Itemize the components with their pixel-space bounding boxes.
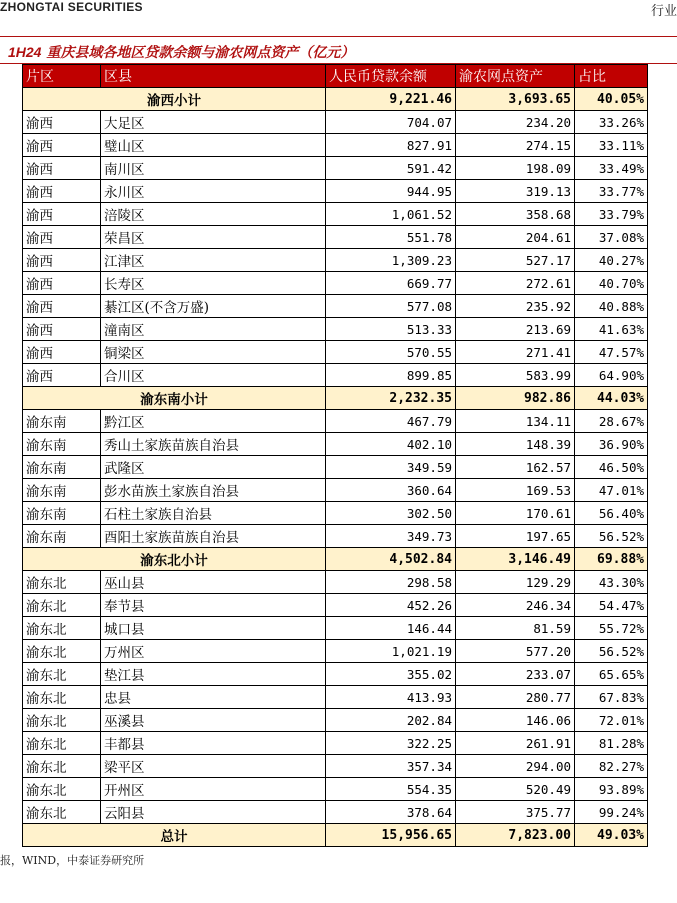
county-cell: 江津区: [101, 249, 326, 272]
county-cell: 永川区: [101, 180, 326, 203]
asset-cell: 213.69: [456, 318, 575, 341]
loan-cell: 467.79: [326, 410, 456, 433]
loan-cell: 349.59: [326, 456, 456, 479]
region-cell: 渝西: [23, 341, 101, 364]
asset-cell: 272.61: [456, 272, 575, 295]
loan-cell: 513.33: [326, 318, 456, 341]
county-cell: 合川区: [101, 364, 326, 387]
region-cell: 渝东北: [23, 686, 101, 709]
report-category-label: 行业: [650, 4, 677, 19]
loan-cell: 355.02: [326, 663, 456, 686]
table-row: [23, 640, 648, 663]
ratio-cell: 33.11%: [575, 134, 648, 157]
column-header-region: 片区: [23, 65, 101, 88]
ratio-cell: 93.89%: [575, 778, 648, 801]
loan-cell: 899.85: [326, 364, 456, 387]
loan-cell: 1,061.52: [326, 203, 456, 226]
loan-cell: 202.84: [326, 709, 456, 732]
table-row: [23, 249, 648, 272]
table-row: [23, 364, 648, 387]
ratio-cell: 56.52%: [575, 640, 648, 663]
county-cell: 梁平区: [101, 755, 326, 778]
county-cell: 涪陵区: [101, 203, 326, 226]
ratio-cell: 36.90%: [575, 433, 648, 456]
subtotal-row: [23, 548, 648, 571]
region-cell: 渝西: [23, 226, 101, 249]
asset-cell: 375.77: [456, 801, 575, 824]
ratio-cell: 82.27%: [575, 755, 648, 778]
source-footnote: 报，WIND，中泰证券研究所: [0, 854, 145, 867]
county-cell: 璧山区: [101, 134, 326, 157]
loan-cell: 2,232.35: [326, 387, 456, 410]
table-row: [23, 456, 648, 479]
asset-cell: 81.59: [456, 617, 575, 640]
ratio-cell: 46.50%: [575, 456, 648, 479]
table-row: [23, 157, 648, 180]
table-title-id: 1H24: [8, 44, 42, 60]
loan-cell: 577.08: [326, 295, 456, 318]
loan-cell: 413.93: [326, 686, 456, 709]
county-cell: 奉节县: [101, 594, 326, 617]
ratio-cell: 47.01%: [575, 479, 648, 502]
region-cell: 渝东北: [23, 709, 101, 732]
ratio-cell: 33.79%: [575, 203, 648, 226]
ratio-cell: 72.01%: [575, 709, 648, 732]
table-row: [23, 226, 648, 249]
header-divider: [0, 36, 677, 37]
ratio-cell: 67.83%: [575, 686, 648, 709]
county-cell: 巫溪县: [101, 709, 326, 732]
region-cell: 渝东北: [23, 617, 101, 640]
asset-cell: 271.41: [456, 341, 575, 364]
region-cell: 渝西: [23, 134, 101, 157]
region-cell: 渝东南: [23, 479, 101, 502]
asset-cell: 583.99: [456, 364, 575, 387]
asset-cell: 319.13: [456, 180, 575, 203]
table-row: [23, 295, 648, 318]
region-cell: 渝西: [23, 180, 101, 203]
loan-cell: 9,221.46: [326, 88, 456, 111]
county-cell: 潼南区: [101, 318, 326, 341]
ratio-cell: 99.24%: [575, 801, 648, 824]
table-row: [23, 502, 648, 525]
table-row: [23, 180, 648, 203]
asset-cell: 280.77: [456, 686, 575, 709]
region-cell: 渝西: [23, 203, 101, 226]
ratio-cell: 40.05%: [575, 88, 648, 111]
county-cell: 酉阳土家族苗族自治县: [101, 525, 326, 548]
asset-cell: 358.68: [456, 203, 575, 226]
county-cell: 荣昌区: [101, 226, 326, 249]
loan-cell: 298.58: [326, 571, 456, 594]
ratio-cell: 69.88%: [575, 548, 648, 571]
table-title: [8, 42, 354, 62]
table-row: [23, 663, 648, 686]
county-cell: 长寿区: [101, 272, 326, 295]
table-title-text: 重庆县域各地区贷款余额与渝农网点资产（亿元）: [46, 45, 355, 61]
table-row: [23, 709, 648, 732]
table-row: [23, 732, 648, 755]
table-row: [23, 111, 648, 134]
table-row: [23, 755, 648, 778]
ratio-cell: 64.90%: [575, 364, 648, 387]
table-row: [23, 272, 648, 295]
loan-cell: 1,309.23: [326, 249, 456, 272]
loan-cell: 591.42: [326, 157, 456, 180]
region-cell: 渝东北: [23, 801, 101, 824]
column-header-county: 区县: [101, 65, 326, 88]
region-cell: 渝西: [23, 272, 101, 295]
county-cell: 忠县: [101, 686, 326, 709]
region-cell: 渝东南: [23, 456, 101, 479]
loan-cell: 551.78: [326, 226, 456, 249]
subtotal-label: 渝东北小计: [23, 548, 326, 571]
column-header-loan: 人民币贷款余额: [326, 65, 456, 88]
loan-cell: 146.44: [326, 617, 456, 640]
county-cell: 彭水苗族土家族自治县: [101, 479, 326, 502]
table-row: [23, 341, 648, 364]
table-body: [23, 88, 648, 847]
subtotal-label: 渝西小计: [23, 88, 326, 111]
ratio-cell: 47.57%: [575, 341, 648, 364]
region-cell: 渝西: [23, 295, 101, 318]
ratio-cell: 54.47%: [575, 594, 648, 617]
region-cell: 渝东北: [23, 755, 101, 778]
asset-cell: 246.34: [456, 594, 575, 617]
loan-cell: 554.35: [326, 778, 456, 801]
ratio-cell: 37.08%: [575, 226, 648, 249]
ratio-cell: 56.52%: [575, 525, 648, 548]
asset-cell: 148.39: [456, 433, 575, 456]
county-cell: 丰都县: [101, 732, 326, 755]
asset-cell: 274.15: [456, 134, 575, 157]
asset-cell: 982.86: [456, 387, 575, 410]
loan-cell: 360.64: [326, 479, 456, 502]
loan-cell: 322.25: [326, 732, 456, 755]
asset-cell: 520.49: [456, 778, 575, 801]
asset-cell: 3,146.49: [456, 548, 575, 571]
county-cell: 铜梁区: [101, 341, 326, 364]
asset-cell: 197.65: [456, 525, 575, 548]
asset-cell: 170.61: [456, 502, 575, 525]
table-row: [23, 617, 648, 640]
county-cell: 黔江区: [101, 410, 326, 433]
county-cell: 秀山土家族苗族自治县: [101, 433, 326, 456]
table-row: [23, 525, 648, 548]
asset-cell: 162.57: [456, 456, 575, 479]
table-row: [23, 686, 648, 709]
table-row: [23, 571, 648, 594]
region-cell: 渝东南: [23, 410, 101, 433]
subtotal-label: 总计: [23, 824, 326, 847]
region-cell: 渝西: [23, 111, 101, 134]
subtotal-row: [23, 88, 648, 111]
table-row: [23, 801, 648, 824]
region-cell: 渝东北: [23, 594, 101, 617]
loan-cell: 302.50: [326, 502, 456, 525]
table-row: [23, 479, 648, 502]
county-cell: 武隆区: [101, 456, 326, 479]
loan-cell: 357.34: [326, 755, 456, 778]
asset-cell: 198.09: [456, 157, 575, 180]
asset-cell: 129.29: [456, 571, 575, 594]
county-cell: 巫山县: [101, 571, 326, 594]
region-cell: 渝东南: [23, 502, 101, 525]
county-cell: 石柱土家族自治县: [101, 502, 326, 525]
ratio-cell: 44.03%: [575, 387, 648, 410]
region-cell: 渝东南: [23, 525, 101, 548]
table-row: [23, 134, 648, 157]
region-cell: 渝东北: [23, 778, 101, 801]
asset-cell: 146.06: [456, 709, 575, 732]
asset-cell: 294.00: [456, 755, 575, 778]
table-header-row: [23, 65, 648, 88]
county-cell: 城口县: [101, 617, 326, 640]
region-cell: 渝西: [23, 249, 101, 272]
region-cell: 渝西: [23, 157, 101, 180]
ratio-cell: 40.88%: [575, 295, 648, 318]
county-cell: 开州区: [101, 778, 326, 801]
loan-cell: 704.07: [326, 111, 456, 134]
ratio-cell: 33.77%: [575, 180, 648, 203]
ratio-cell: 40.70%: [575, 272, 648, 295]
region-cell: 渝东南: [23, 433, 101, 456]
loan-cell: 827.91: [326, 134, 456, 157]
asset-cell: 234.20: [456, 111, 575, 134]
asset-cell: 7,823.00: [456, 824, 575, 847]
region-cell: 渝东北: [23, 663, 101, 686]
loan-cell: 402.10: [326, 433, 456, 456]
loan-cell: 944.95: [326, 180, 456, 203]
loan-asset-table: [22, 64, 648, 847]
asset-cell: 169.53: [456, 479, 575, 502]
subtotal-row: [23, 387, 648, 410]
region-cell: 渝西: [23, 364, 101, 387]
county-cell: 万州区: [101, 640, 326, 663]
table-row: [23, 778, 648, 801]
loan-cell: 15,956.65: [326, 824, 456, 847]
ratio-cell: 33.26%: [575, 111, 648, 134]
asset-cell: 261.91: [456, 732, 575, 755]
county-cell: 南川区: [101, 157, 326, 180]
asset-cell: 527.17: [456, 249, 575, 272]
region-cell: 渝东北: [23, 571, 101, 594]
region-cell: 渝西: [23, 318, 101, 341]
ratio-cell: 55.72%: [575, 617, 648, 640]
ratio-cell: 65.65%: [575, 663, 648, 686]
ratio-cell: 56.40%: [575, 502, 648, 525]
table-row: [23, 433, 648, 456]
asset-cell: 235.92: [456, 295, 575, 318]
asset-cell: 134.11: [456, 410, 575, 433]
loan-cell: 378.64: [326, 801, 456, 824]
column-header-ratio: 占比: [575, 65, 648, 88]
subtotal-label: 渝东南小计: [23, 387, 326, 410]
brand-logo-text: ZHONGTAI SECURITIES: [0, 0, 143, 14]
table-row: [23, 318, 648, 341]
loan-cell: 669.77: [326, 272, 456, 295]
ratio-cell: 81.28%: [575, 732, 648, 755]
ratio-cell: 40.27%: [575, 249, 648, 272]
asset-cell: 3,693.65: [456, 88, 575, 111]
ratio-cell: 33.49%: [575, 157, 648, 180]
ratio-cell: 41.63%: [575, 318, 648, 341]
asset-cell: 204.61: [456, 226, 575, 249]
county-cell: 綦江区(不含万盛): [101, 295, 326, 318]
region-cell: 渝东北: [23, 640, 101, 663]
loan-cell: 570.55: [326, 341, 456, 364]
table-row: [23, 203, 648, 226]
asset-cell: 577.20: [456, 640, 575, 663]
subtotal-row: [23, 824, 648, 847]
ratio-cell: 43.30%: [575, 571, 648, 594]
loan-cell: 452.26: [326, 594, 456, 617]
table-row: [23, 410, 648, 433]
column-header-asset: 渝农网点资产: [456, 65, 575, 88]
asset-cell: 233.07: [456, 663, 575, 686]
county-cell: 云阳县: [101, 801, 326, 824]
county-cell: 垫江县: [101, 663, 326, 686]
loan-cell: 4,502.84: [326, 548, 456, 571]
ratio-cell: 49.03%: [575, 824, 648, 847]
table-row: [23, 594, 648, 617]
loan-cell: 349.73: [326, 525, 456, 548]
loan-cell: 1,021.19: [326, 640, 456, 663]
region-cell: 渝东北: [23, 732, 101, 755]
county-cell: 大足区: [101, 111, 326, 134]
ratio-cell: 28.67%: [575, 410, 648, 433]
